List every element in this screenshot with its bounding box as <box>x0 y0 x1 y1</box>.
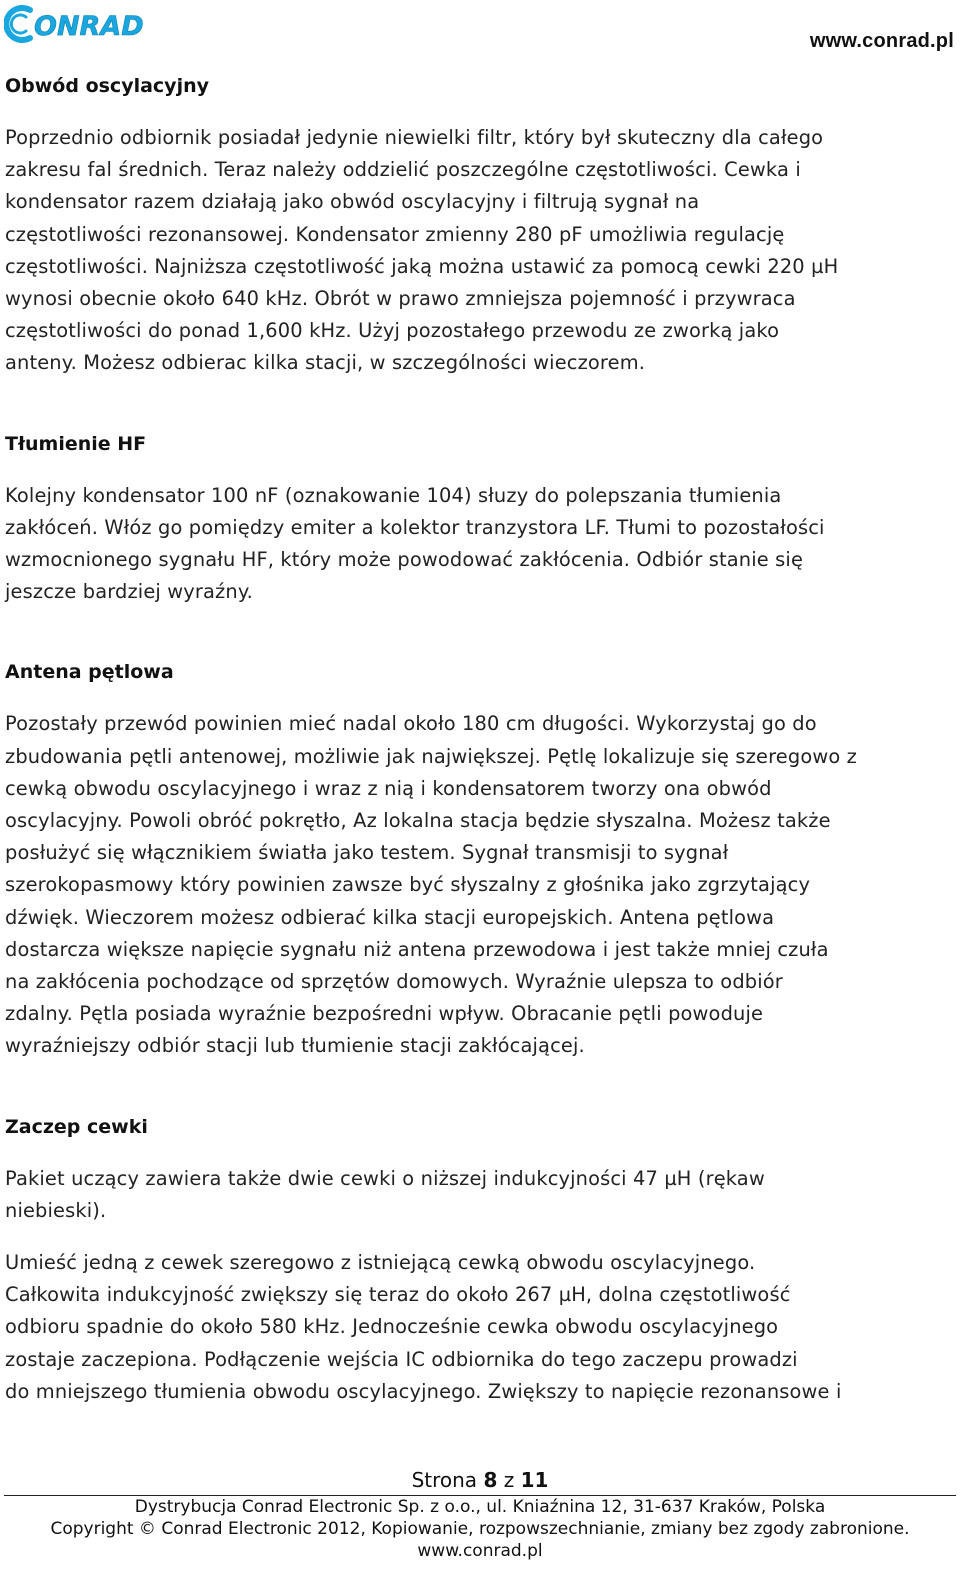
text-line: Kolejny kondensator 100 nF (oznakowanie 104) słuzy do polepszania tłumienia <box>5 483 782 507</box>
page-prefix: Strona <box>411 1468 478 1492</box>
text-line: Pozostały przewód powinien mieć nadal około 180 cm długości. Wykorzystaj go do <box>5 712 817 736</box>
text-line: wyraźniejszy odbiór stacji lub tłumienie stacji zakłócającej. <box>5 1034 585 1058</box>
text-line: oscylacyjny. Powoli obróć pokrętło, Az lokalna stacja będzie słyszalna. Możesz także <box>5 809 831 833</box>
text-line: Całkowita indukcyjność zwiększy się teraz do około 267 µH, dolna częstotliwość <box>5 1283 791 1307</box>
page-total: 11 <box>520 1468 549 1492</box>
text-line: wynosi obecnie około 640 kHz. Obrót w prawo zmniejsza pojemność i przywraca <box>5 287 796 311</box>
text-line: zbudowania pętli antenowej, możliwie jak największej. Pętlę lokalizuje się szeregowo z <box>5 744 858 768</box>
paragraph <box>5 1163 945 1227</box>
page-current: 8 <box>483 1468 498 1492</box>
paragraph <box>5 708 945 1062</box>
footer-distribution: Dystrybucja Conrad Electronic Sp. z o.o., ul. Kniaźnina 12, 31-637 Kraków, Polska <box>134 1497 826 1517</box>
text-line: częstotliwości rezonansowej. Kondensator zmienny 280 pF umożliwia regulację <box>5 222 785 246</box>
header-url[interactable]: www.conrad.pl <box>809 30 954 52</box>
text-line: kondensator razem działają jako obwód oscylacyjny i filtrują sygnał na <box>5 190 700 214</box>
section-title: Antena pętlowa <box>5 661 174 684</box>
text-line: zakresu fal średnich. Teraz należy oddzielić poszczególne częstotliwości. Cewka i <box>5 158 801 182</box>
text-line: wzmocnionego sygnału HF, który może powodować zakłócenia. Odbiór stanie się <box>5 548 804 572</box>
text-line: szerokopasmowy który powinien zawsze być słyszalny z głośnika jako zgrzytający <box>5 873 811 897</box>
conrad-logo <box>4 4 154 44</box>
text-line: częstotliwości do ponad 1,600 kHz. Użyj pozostałego przewodu ze zworką jako <box>5 319 780 343</box>
text-line: posłużyć się włącznikiem światła jako testem. Sygnał transmisji to sygnał <box>5 841 729 865</box>
text-line: zdalny. Pętla posiada wyraźnie bezpośredni wpływ. Obracanie pętli powoduje <box>5 1002 764 1026</box>
text-line: częstotliwości. Najniższa częstotliwość jaką można ustawić za pomocą cewki 220 µH <box>5 254 839 278</box>
text-line: cewką obwodu oscylacyjnego i wraz z nią i kondensatorem tworzy ona obwód <box>5 776 772 800</box>
footer-url[interactable]: www.conrad.pl <box>417 1541 543 1561</box>
page-separator: z <box>503 1468 515 1492</box>
section-title: Obwód oscylacyjny <box>5 75 209 97</box>
text-line: jeszcze bardziej wyraźny. <box>5 580 253 604</box>
page-header <box>0 0 960 60</box>
document-body <box>5 70 945 1408</box>
text-line: dźwięk. Wieczorem możesz odbierać kilka stacji europejskich. Antena pętlowa <box>5 905 775 929</box>
paragraph <box>5 480 945 609</box>
page-number <box>0 1465 960 1495</box>
logo-wordmark: ONRAD <box>34 11 144 42</box>
text-line: na zakłócenia pochodzące od sprzętów domowych. Wyraźnie ulepsza to odbiór <box>5 970 783 994</box>
text-line: Umieść jedną z cewek szeregowo z istniejącą cewką obwodu oscylacyjnego. <box>5 1251 756 1275</box>
text-line: dostarcza większe napięcie sygnału niż antena przewodowa i jest także mniej czuła <box>5 937 829 961</box>
text-line: anteny. Możesz odbierac kilka stacji, w szczególności wieczorem. <box>5 351 646 375</box>
page-footer <box>0 1465 960 1562</box>
text-line: Poprzednio odbiornik posiadał jedynie niewielki filtr, który był skuteczny dla całego <box>5 126 824 149</box>
text-line: niebieski). <box>5 1198 107 1222</box>
footer-copyright: Copyright © Conrad Electronic 2012, Kopiowanie, rozpowszechnianie, zmiany bez zgody zabronione. <box>50 1519 910 1539</box>
section-title: Zaczep cewki <box>5 1115 148 1138</box>
text-line: do mniejszego tłumienia obwodu oscylacyjnego. Zwiększy to napięcie rezonansowe i <box>5 1379 842 1403</box>
text-line: zakłóceń. Włóz go pomiędzy emiter a kolektor tranzystora LF. Tłumi to pozostałości <box>5 515 825 539</box>
text-line: zostaje zaczepiona. Podłączenie wejścia IC odbiornika do tego zaczepu prowadzi <box>5 1347 798 1371</box>
text-line: odbioru spadnie do około 580 kHz. Jednocześnie cewka obwodu oscylacyjnego <box>5 1315 779 1339</box>
paragraph <box>5 1247 945 1408</box>
paragraph <box>5 122 945 380</box>
text-line: Pakiet uczący zawiera także dwie cewki o niższej indukcyjności 47 µH (rękaw <box>5 1166 765 1190</box>
section-title: Tłumienie HF <box>5 432 147 455</box>
